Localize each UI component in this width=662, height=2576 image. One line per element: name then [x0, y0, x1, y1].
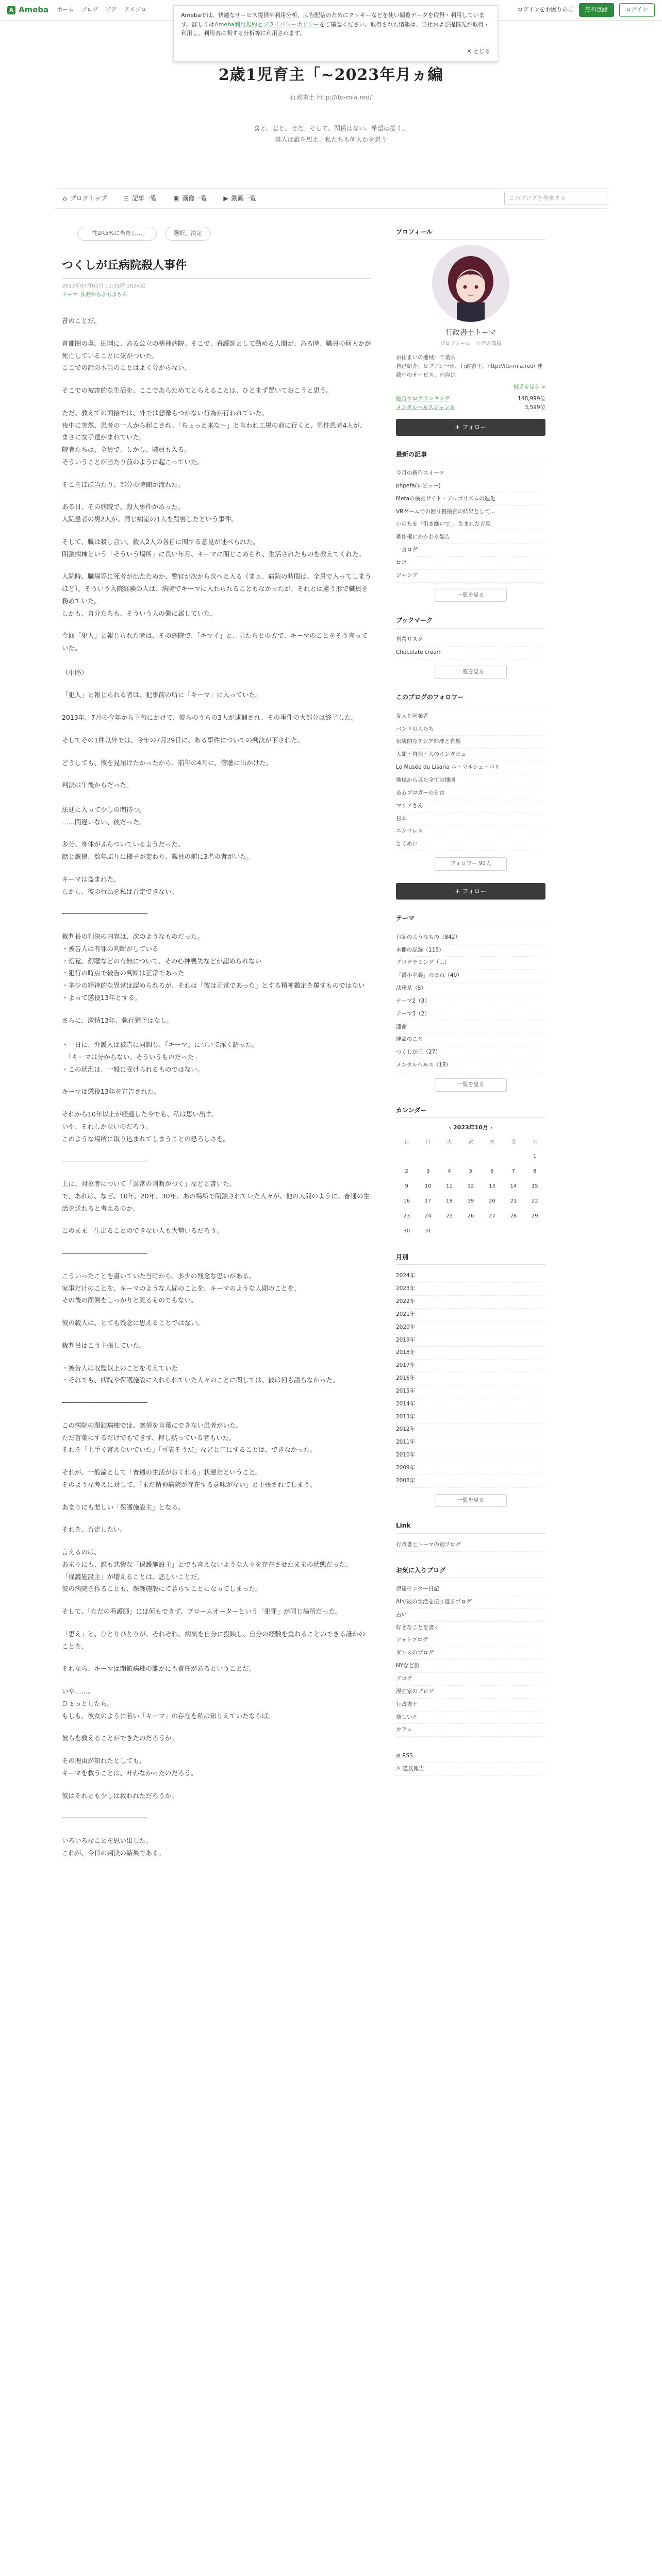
post-paragraph: ただ、教えての面接では、外では想像もつかない行為が行われていた。 夜中に突然、患者の一人から起こされ、「ちょっと来な〜」と言われ工場の前に行くと、男性患者4人が、まさに女子達がまれていた。 院者たちは、全員で、しかし、職員も入る。 そういうことが当たり前のように起こっていた。 — [62, 409, 366, 466]
archive-link[interactable]: 2018年 — [396, 1347, 545, 1360]
post-theme-link[interactable]: テーマ: 法務からよもよもん — [62, 292, 127, 298]
post-paragraph: 裁判員はこう主張していた。 — [62, 1341, 146, 1349]
post-paragraph: 首都圏の奥、田園に、ある公立の精神病院。そこで、看護師として勤める人間が、ある時、職員の何人かが死亡していることに気がついた。 ここでの話の本当のことはよく分からない。 — [62, 339, 371, 372]
cookie-text: Amebaでは、快適なサービス提供や利用分析、広告配信のためにクッキーなどを使い閲覧データを取得・利用しています。詳しくは — [181, 12, 485, 28]
post-paragraph: そして、職は殺し合い、殺人2人の各自に関する意見が述べられた。 閉鎖病棟という「そういう場所」に長い年月、キーマに閉じこめられ、生活されたものを教えてくれた。 — [62, 537, 366, 558]
calendar-day[interactable]: 26 — [467, 1213, 474, 1219]
calendar-month: 2023年10月 — [453, 1124, 488, 1131]
recent-post-link[interactable]: 著作権にかかわる勧告 — [396, 531, 545, 544]
calendar-day — [482, 1149, 503, 1164]
home-icon: ⌂ — [63, 194, 67, 202]
post-paragraph: いや……。 ひょっとしたら。 もしも、彼女のように若い「キーマ」の存在を私は知りえていたならば。 — [62, 1687, 275, 1720]
blog-description — [0, 123, 662, 145]
recommend-blog-link[interactable]: フォトブログ — [396, 1634, 545, 1647]
signup-button[interactable]: 無料登録 — [579, 3, 614, 17]
calendar-day[interactable]: 31 — [424, 1228, 432, 1234]
recent-heading: 最新の記事 — [396, 449, 545, 462]
calendar-weekday: 金 — [510, 1139, 516, 1145]
calendar-day[interactable]: 4 — [448, 1168, 451, 1174]
blog-nav-top[interactable] — [55, 193, 115, 204]
calendar-day — [482, 1224, 503, 1239]
blog-nav — [55, 188, 607, 209]
bookmark-block — [396, 615, 545, 679]
video-icon: ▶ — [223, 194, 228, 202]
post-paragraph: 「犯人」と報じられる者は、犯事前の所に「キーマ」に入っていた。 — [62, 691, 262, 699]
recent-post-link[interactable]: ロボ — [396, 557, 545, 570]
archive-block — [396, 1252, 545, 1507]
post-paragraph: 昔のことだ。 — [62, 317, 101, 325]
calendar-day[interactable]: 19 — [467, 1198, 474, 1204]
ameba-logo-icon: A — [7, 6, 15, 14]
blog-nav-entries-label: 記事一覧 — [132, 194, 157, 202]
theme-link[interactable]: 法務系（5） — [396, 982, 545, 995]
archive-more-button[interactable]: 一覧を見る — [435, 1494, 507, 1507]
post-paragraph: さらに、激情13年、執行猶予はなし。 ・一日に、弁護人は被告に同調し、『キーマ』について深く語った。 「キーマは分からない、そういうものだった」 ・この状況は、一般に受けられるものではない。 — [62, 1016, 259, 1073]
theme-link[interactable]: 本棚の記録（115） — [396, 944, 545, 957]
calendar-day[interactable]: 7 — [511, 1168, 515, 1174]
calendar-day[interactable]: 30 — [403, 1228, 410, 1234]
calendar-day[interactable]: 3 — [426, 1168, 430, 1174]
calendar-block — [396, 1105, 545, 1239]
external-link[interactable]: 行政書士トーマの別ブログ — [396, 1539, 545, 1552]
rss-link[interactable] — [396, 1750, 545, 1763]
calendar-day — [417, 1149, 438, 1164]
archive-link[interactable]: 2011年 — [396, 1436, 545, 1449]
rss-label: RSS — [402, 1753, 413, 1759]
profile-avatar[interactable] — [432, 245, 509, 322]
calendar-weekday: 木 — [489, 1139, 495, 1145]
cookie-notice — [173, 5, 498, 62]
next-entry-link[interactable]: 選択、決定 — [165, 227, 211, 241]
recommend-blog-link[interactable]: 楽しいと — [396, 1711, 545, 1724]
misc-block — [396, 1750, 545, 1776]
login-help-link[interactable]: ログインをお困りの方 — [517, 6, 574, 13]
recent-post-link[interactable]: Metaの検査サイト・アルゴリズムの進化 — [396, 493, 545, 506]
recent-post-link[interactable]: phpefa(レビュー) — [396, 480, 545, 493]
theme-link[interactable]: メンタルヘルス（18） — [396, 1059, 545, 1072]
following-list — [396, 710, 545, 851]
terms-link[interactable]: Ameba利用規約 — [214, 21, 257, 28]
post-paragraph: ────────────────────── — [62, 1249, 147, 1258]
report-label: 違反報告 — [402, 1766, 424, 1772]
post-paragraph: 「思え」と、ひとりひとりが、それぞれ、病気を自分に投映し、自分の経験を重ねることのできる誰かのことを、 — [62, 1630, 366, 1650]
blog-desc-line-2: 誰人は誰を想え、私たちも何人かを想う — [275, 135, 387, 143]
calendar-day[interactable]: 16 — [403, 1198, 410, 1204]
post-paragraph: ────────────────────── — [62, 1814, 147, 1822]
archive-link[interactable]: 2013年 — [396, 1411, 545, 1424]
sidebar — [396, 227, 545, 1789]
calendar-day[interactable]: 17 — [424, 1198, 432, 1204]
blog-nav-images-label: 画像一覧 — [182, 194, 207, 202]
post-paragraph: ある日、その病院で、殺人事件があった。 入院患者の男2人が、同じ病室の1人を殺害したという事件。 — [62, 503, 238, 523]
recommend-blog-link[interactable]: 伊達センター日記 — [396, 1583, 545, 1596]
calendar-day[interactable]: 5 — [469, 1168, 473, 1174]
theme-link[interactable]: テーマ2（3） — [396, 995, 545, 1008]
archive-link[interactable]: 2015年 — [396, 1385, 545, 1398]
recent-posts-list — [396, 467, 545, 583]
ameba-logo-text: Ameba — [19, 5, 49, 14]
global-nav-blog[interactable]: ブログ — [81, 6, 98, 13]
calendar-next-icon[interactable]: › — [488, 1124, 493, 1131]
post-paragraph: こういったことを書いていた当時から、多少の残念な思いがある。 家事だけのことを、キーマのような人間のことを、キーマのような人間のことを、 その後の面倒をしっかりと見るものでもない。 — [62, 1272, 301, 1304]
rank-total — [396, 395, 545, 404]
calendar-day[interactable]: 10 — [424, 1183, 432, 1189]
report-link[interactable] — [396, 1763, 545, 1776]
calendar-day[interactable]: 13 — [489, 1183, 495, 1189]
calendar-day — [460, 1224, 481, 1239]
theme-block — [396, 913, 545, 1092]
bookmark-link[interactable]: Chocolate cream — [396, 647, 545, 659]
calendar-weekday: 日 — [404, 1139, 409, 1145]
calendar-day — [439, 1224, 460, 1239]
archive-link[interactable]: 2010年 — [396, 1449, 545, 1462]
theme-link[interactable]: プログラミング（...） — [396, 957, 545, 970]
calendar-day[interactable]: 18 — [446, 1198, 453, 1204]
post-paragraph: 2013年、7月の今年から下旬にかけて、彼らのうちの3人が逮捕され、その事件の大部分は終了した。 — [62, 714, 358, 722]
warning-icon: ⚠ — [396, 1766, 403, 1772]
cookie-mid: と — [257, 21, 263, 28]
recommend-list — [396, 1583, 545, 1737]
post-paragraph: そこをほぼ当たり、部分の時間が流れた。 — [62, 480, 185, 488]
theme-link[interactable]: 運命のこと — [396, 1033, 545, 1046]
archive-link[interactable]: 2008年 — [396, 1475, 545, 1488]
following-blog-link[interactable]: 日本 — [396, 813, 545, 826]
archive-link[interactable]: 2022年 — [396, 1296, 545, 1309]
post-paragraph: それから10年以上が経過した今でも、私は思い出す。 いや、それしかないのだろう。 このような場所に取り込まれてしまうことの恐ろしさを。 — [62, 1110, 230, 1143]
calendar-title — [396, 1123, 545, 1133]
links-list — [396, 1539, 545, 1552]
following-blog-link[interactable]: バンドの人たち — [396, 723, 545, 736]
blog-nav-images[interactable] — [165, 193, 215, 204]
calendar-day — [503, 1149, 524, 1164]
following-block — [396, 692, 545, 900]
cookie-tail: をご確認ください。取得された情報は、当社および提携先が取得・利用し、利用者に関する分析等に利用されます。 — [181, 21, 490, 37]
recommend-blog-link[interactable]: 占い — [396, 1609, 545, 1622]
theme-heading: テーマ — [396, 913, 545, 926]
profile-description: お住まいの地域：千葉県 自己紹介：ヒプノシ一ボ、行政書士。http://ito-mia.red/ 連載中のサービス、内容は — [396, 354, 543, 378]
follow-button[interactable]: + フォロー — [396, 419, 545, 435]
following-blog-link[interactable]: 地球から見た全ての地図 — [396, 774, 545, 787]
calendar-weekday: 月 — [425, 1139, 431, 1145]
calendar-day[interactable]: 28 — [510, 1213, 517, 1219]
recent-post-link[interactable]: ジャンプ — [396, 570, 545, 583]
recommend-block — [396, 1565, 545, 1737]
calendar-day — [460, 1149, 481, 1164]
calendar-day[interactable]: 29 — [531, 1213, 538, 1219]
privacy-link[interactable]: プライバシーポリシー — [262, 21, 320, 28]
calendar-prev-icon[interactable]: ‹ — [449, 1124, 454, 1131]
recent-posts-block — [396, 449, 545, 602]
blog-url: 行政書士 http://ito-mia.red/ — [290, 94, 372, 101]
calendar-day[interactable]: 1 — [533, 1153, 537, 1159]
calendar-weekday: 水 — [468, 1139, 473, 1145]
post-paragraph: このまま一生出ることのできない人も大勢いるだろう。 — [62, 1227, 223, 1235]
recommend-heading: お気に入りブログ — [396, 1565, 545, 1578]
post-paragraph: そこでの被害的な生活を、ここであらためてとらえることは、ひとまず置いておこうと思う。 — [62, 386, 333, 395]
profile-heading: プロフィール — [396, 227, 545, 240]
recommend-blog-link[interactable]: カフェ — [396, 1724, 545, 1737]
blog-nav-entries[interactable] — [115, 193, 165, 204]
rank-total-value: 148,999位 — [518, 395, 545, 402]
blog-nav-top-label: ブログトップ — [70, 194, 107, 202]
recent-post-link[interactable]: VRゲームでの回り視検査の結果として… — [396, 506, 545, 519]
post-paragraph: 判決は午後からだった。 法廷に入って少しの間待つ。 ……間違いない、彼だった。 — [62, 781, 146, 826]
post-paragraph: そして、「ただの看護師」には何もできず、ブロームオーターという「犯罪」が同じ場所だった。 — [62, 1607, 342, 1616]
recent-post-link[interactable]: 一言ログ — [396, 544, 545, 557]
post-paragraph: ・被告人は収監以上のことを考えていた ・それでも、病院や保護施設に入れられていた人々のことに関しては、彼は何も語らなかった。 — [62, 1364, 339, 1384]
following-blog-link[interactable]: Le Musée du Lisaria ル・マルシェ・パリ — [396, 761, 545, 774]
post-paragraph: そしてその1件以外では、今年の7月29日に、ある事件についての判決が下された。 — [62, 736, 304, 744]
archive-link[interactable]: 2016年 — [396, 1372, 545, 1385]
recent-more-button[interactable]: 一覧を見る — [435, 589, 507, 602]
calendar-day[interactable]: 9 — [405, 1183, 408, 1189]
following-blog-link[interactable]: とくめい — [396, 838, 545, 851]
post-paragraph: ────────────────────── — [62, 910, 147, 918]
links-block — [396, 1520, 545, 1551]
calendar-day[interactable]: 27 — [489, 1213, 495, 1219]
calendar-weekday: 火 — [446, 1139, 452, 1145]
archive-link[interactable]: 2014年 — [396, 1398, 545, 1411]
calendar-day[interactable]: 14 — [510, 1183, 517, 1189]
archive-link[interactable]: 2019年 — [396, 1334, 545, 1347]
post-paragraph: 多分、身体がふらついているようだった。 話と盧優、数年ぶりに様子が変わり、職員の前に3名の者がいた。 — [62, 840, 253, 861]
global-nav-pigg[interactable]: ピグ — [105, 6, 117, 13]
calendar-day[interactable]: 6 — [490, 1168, 494, 1174]
theme-more-button[interactable]: 一覧を見る — [435, 1078, 507, 1092]
post-paragraph: それが、一般論として「普通の生活がおくれる」状態だということ。 そのような考えに対して、「まだ精神病院が存在する意味がない」と主張されてしまう。 — [62, 1468, 317, 1488]
archive-link[interactable]: 2012年 — [396, 1423, 545, 1436]
recommend-blog-link[interactable]: 行政書士 — [396, 1699, 545, 1711]
profile-name[interactable]: 行政書士トーマ — [445, 329, 496, 337]
post-paragraph: あまりにも悲しい「保護施設主」となる。 — [62, 1503, 185, 1511]
post-paragraph: 入院時、職場等に死者が出たためか、警官が次から次へと入る（まぁ、病院の時間は、全員で入ってしまうほど）。そういう入院経験の人は、病院でキーマに入れられることもなかったが、それとは違う形で職員を務めていた。 しかも、自分たちも、そういう人の側に属していた。 — [62, 572, 372, 617]
links-heading: Link — [396, 1520, 545, 1533]
archive-link[interactable]: 2024年 — [396, 1270, 545, 1283]
profile-more-link[interactable]: 続きを見る > — [514, 384, 545, 390]
calendar-day — [439, 1149, 460, 1164]
calendar-day[interactable]: 12 — [467, 1183, 474, 1189]
calendar-day[interactable]: 23 — [403, 1213, 410, 1219]
bookmark-more-button[interactable]: 一覧を見る — [435, 666, 507, 679]
post-paragraph: いろいろなことを思い出した。 これが、今日の判決の結果である。 — [62, 1837, 166, 1857]
calendar-heading: カレンダー — [396, 1105, 545, 1118]
following-blog-link[interactable]: 伝統的なアジア料理と自然 — [396, 736, 545, 749]
rank-total-label[interactable]: 総合プログランキング — [396, 395, 450, 402]
profile-block — [396, 227, 545, 436]
theme-link[interactable]: 運命 — [396, 1021, 545, 1034]
post-title[interactable]: つくしが丘病院殺人事件 — [62, 256, 371, 279]
profile-links[interactable]: プロフィール ピグの部屋 — [440, 341, 502, 347]
bookmark-link[interactable]: 自殺リスク — [396, 634, 545, 647]
following-blog-link[interactable]: 人類・自然・人のインタビュー — [396, 749, 545, 761]
following-blog-link[interactable]: 友人と同業者 — [396, 710, 545, 723]
rank-genre-label[interactable]: メンタルヘルスジャンル — [396, 404, 455, 411]
calendar-day[interactable]: 20 — [489, 1198, 495, 1204]
archive-link[interactable]: 2009年 — [396, 1462, 545, 1475]
following-count[interactable]: フォロワー 91人 — [435, 857, 507, 871]
recommend-blog-link[interactable]: ブログ — [396, 1673, 545, 1686]
archive-link[interactable]: 2020年 — [396, 1321, 545, 1334]
blog-nav-videos[interactable] — [215, 193, 264, 204]
ameba-logo[interactable] — [7, 4, 48, 17]
post-paragraph: それを、否定したい。 — [62, 1526, 127, 1534]
recommend-blog-link[interactable]: NYなど旅 — [396, 1660, 545, 1673]
blog-desc-line-1: 喜と、悲と、せだ。そして、関係はない。希望は捨く、 — [254, 125, 408, 132]
entry-pager — [77, 227, 371, 241]
archive-heading: 月別 — [396, 1252, 545, 1265]
list-icon: ☰ — [123, 194, 129, 202]
post-meta: 2013年07月02日 11:51時 2024記 — [62, 283, 145, 290]
blog-nav-videos-label: 動画一覧 — [231, 194, 256, 202]
blog-title[interactable]: 2歳1児育主「~2023年月ヵ編 — [218, 66, 444, 84]
following-blog-link[interactable]: あるブロガーの日常 — [396, 787, 545, 800]
archive-link[interactable]: 2023年 — [396, 1283, 545, 1296]
calendar-day — [396, 1149, 417, 1164]
following-blog-link[interactable]: マリアさん — [396, 800, 545, 813]
calendar-weekday: 土 — [532, 1139, 538, 1145]
theme-link[interactable]: つくしが丘（27） — [396, 1046, 545, 1059]
recommend-blog-link[interactable]: AIで彼の生活を振り返るブログ — [396, 1596, 545, 1609]
calendar-day[interactable]: 22 — [531, 1198, 538, 1204]
post-body — [62, 315, 371, 1859]
calendar-day[interactable]: 24 — [424, 1213, 432, 1219]
image-icon: ▣ — [173, 194, 179, 202]
recommend-blog-link[interactable]: ダンスのブログ — [396, 1647, 545, 1660]
global-nav — [57, 5, 146, 15]
post-paragraph: 彼らを救えることができたのだろうか。 — [62, 1734, 178, 1742]
bookmark-heading: ブックマーク — [396, 615, 545, 628]
calendar-day[interactable]: 8 — [533, 1168, 537, 1174]
post-paragraph: 上に、対象者について「異常の判断がつく」などと書いた。 で、あれは、なぜ、10年、20年、30年、あの場所で閉鎖されていた人々が、他の人間のように、普通の生活を送れると考えるのか。 — [62, 1180, 370, 1212]
theme-link[interactable]: 「最小主義」のまね（40） — [396, 970, 545, 982]
prev-entry-link[interactable]: 「性2R5%に当確し...」 — [77, 227, 157, 241]
post-paragraph: 彼はそれとも少しは救われただろうか。 — [62, 1791, 178, 1800]
recent-post-link[interactable]: 今月の新作スイーツ — [396, 467, 545, 480]
post-paragraph: ────────────────────── — [62, 1157, 147, 1165]
archive-link[interactable]: 2021年 — [396, 1309, 545, 1321]
post-paragraph: その理由が知れたとしても、 キーマを救うことは、叶わなかったのだろう。 — [62, 1757, 197, 1777]
rss-icon: ⊛ — [396, 1753, 403, 1759]
theme-link[interactable]: 日記のようなもの（842） — [396, 931, 545, 944]
recent-post-link[interactable]: いのちを「引き継いで」、生まれた言葉 — [396, 518, 545, 531]
global-nav-home[interactable]: ホーム — [57, 6, 74, 13]
post-paragraph: 裁判長の判決の内容は、次のようなものだった。 ・被告人は有罪の判断がしている ・幻覚、幻聴などの有無について、その心神喪失などが認められない ・犯行の時点で被告の判断は正常であった ・多少の精神的な異常は認められるが、それは「彼は正常であった」とする精神鑑定を覆すものではない ・よって懲役13年とする。 — [62, 933, 365, 1002]
calendar-day[interactable]: 11 — [446, 1183, 453, 1189]
post-paragraph: 言えるのは、 あまりにも、誰も悲惨な「保護施設主」とでも言えないような人々を存在させたままの状態だった。 「保護施設主」が増えることは、悲しいことだ。 彼の病院を作ることも、保護施設にて暮らすことになってしまった。 — [62, 1548, 352, 1593]
archive-list — [396, 1270, 545, 1487]
calendar-day — [524, 1224, 545, 1239]
rank-genre — [396, 403, 545, 413]
bookmark-list — [396, 634, 545, 659]
misc-list — [396, 1750, 545, 1776]
post-paragraph: それなら、キーマは閉鎖病棟の誰かにも責任があるということだ。 — [62, 1665, 256, 1673]
recommend-blog-link[interactable]: 漫画家のブログ — [396, 1686, 545, 1699]
post-paragraph: 彼の殺人は、とても残念に思えることではない。 — [62, 1319, 204, 1327]
cookie-close-button[interactable]: ✕ とじる — [467, 48, 490, 55]
calendar-table — [396, 1136, 545, 1239]
calendar-day[interactable]: 21 — [510, 1198, 517, 1204]
recommend-blog-link[interactable]: 好きなことを書く — [396, 1622, 545, 1635]
rank-genre-value: 3,599位 — [524, 404, 545, 411]
follow-button-2[interactable]: + フォロー — [396, 883, 545, 900]
archive-link[interactable]: 2017年 — [396, 1360, 545, 1372]
calendar-day[interactable]: 2 — [405, 1168, 408, 1174]
calendar-day[interactable]: 15 — [531, 1183, 538, 1189]
login-button[interactable]: ログイン — [619, 3, 655, 17]
post-paragraph: キーマは盗まれた。 しかし、彼の行為を私は否定できない。 — [62, 875, 178, 895]
following-blog-link[interactable]: エンドレス — [396, 825, 545, 838]
main-content — [62, 227, 371, 1870]
post-paragraph: どうしても、彼を見届けたかったから、前年の4月に、傍聴に出かけた。 — [62, 758, 272, 767]
blog-search-input[interactable]: このブログを検索する — [504, 192, 607, 205]
theme-list — [396, 931, 545, 1072]
global-nav-ameblo[interactable]: アメブロ — [124, 6, 146, 13]
following-heading: このブログのフォロワー — [396, 692, 545, 705]
cookie-close-label: とじる — [473, 48, 490, 55]
calendar-day[interactable]: 25 — [446, 1213, 453, 1219]
post-paragraph: この病院の閉鎖病棟では、感情を言葉にできない患者がいた。 ただ言葉にするだけでもできず、押し黙っている者もいた。 それを「上手く言えないでいた」「可哀そうだ」などと口にすることは、できなかった。 — [62, 1421, 317, 1454]
post-paragraph: ────────────────────── — [62, 1399, 147, 1407]
calendar-day — [503, 1224, 524, 1239]
theme-link[interactable]: テーマ3（2） — [396, 1008, 545, 1021]
post-paragraph: 今回「犯人」と報じられた者は、その病院で、「キマイ」と、男たちとの方で、キーマのことをそう言っていた。 （中略） — [62, 632, 368, 676]
post-paragraph: キーマは懲役13年を宣告された。 — [62, 1088, 160, 1096]
